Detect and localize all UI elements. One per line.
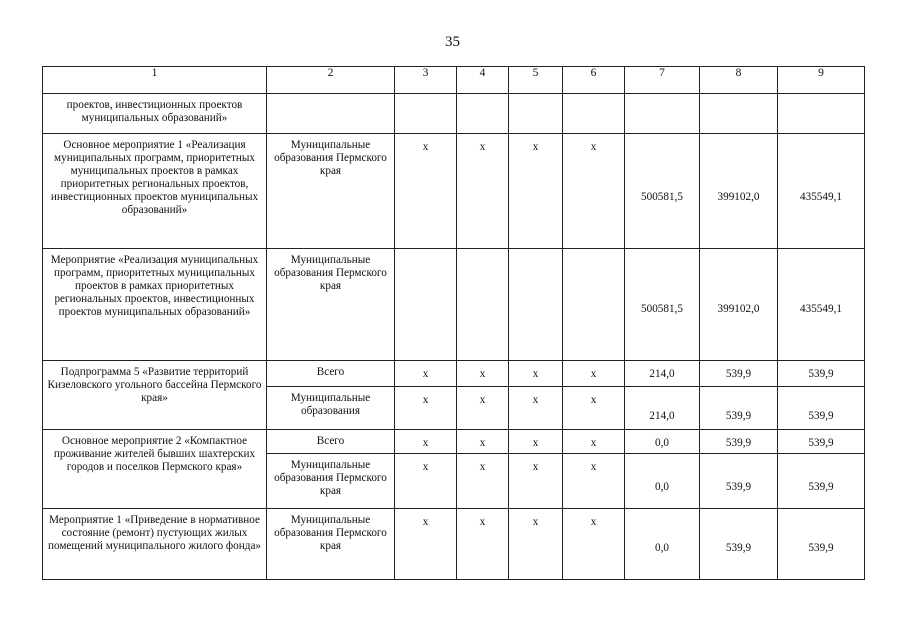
table-cell: x (395, 454, 457, 509)
header-cell: 3 (395, 67, 457, 94)
page-number: 35 (445, 34, 460, 50)
table-cell: x (563, 509, 625, 580)
executor-cell: Всего (267, 430, 395, 454)
header-cell: 6 (563, 67, 625, 94)
executor-cell: Муниципальные образования Пермского края (267, 454, 395, 509)
amount-cell: 539,9 (700, 430, 778, 454)
amount-cell: 539,9 (778, 509, 865, 580)
header-cell: 8 (700, 67, 778, 94)
table-cell (457, 249, 509, 361)
table-row (43, 509, 865, 580)
table-cell: x (509, 430, 563, 454)
executor-cell: Муниципальные образования Пермского края (267, 134, 395, 249)
table-cell: x (395, 430, 457, 454)
table-cell: x (563, 361, 625, 387)
amount-cell: 539,9 (700, 361, 778, 387)
amount-cell: 539,9 (778, 430, 865, 454)
amount-cell: 0,0 (625, 454, 700, 509)
table-cell: x (509, 134, 563, 249)
amount-cell: 435549,1 (778, 249, 865, 361)
header-cell: 4 (457, 67, 509, 94)
amount-cell: 539,9 (778, 387, 865, 430)
program-name-cell: Мероприятие 1 «Приведение в нормативное состояние (ремонт) пустующих жилых помещений муниципального жилого фонда» (43, 509, 267, 580)
table-row (43, 94, 865, 134)
table-cell: x (563, 454, 625, 509)
amount-cell: 435549,1 (778, 134, 865, 249)
table-row (43, 361, 865, 387)
table-cell (457, 94, 509, 134)
amount-cell: 539,9 (700, 387, 778, 430)
table-row (43, 249, 865, 361)
program-name-cell: Основное мероприятие 1 «Реализация муниципальных программ, приоритетных муниципальных проектов в рамках приоритетных региональных проектов, инвестиционных проектов муниципальных образований» (43, 134, 267, 249)
table-cell: x (395, 387, 457, 430)
header-cell: 9 (778, 67, 865, 94)
table-cell: x (457, 430, 509, 454)
table-cell (395, 94, 457, 134)
executor-cell: Муниципальные образования Пермского края (267, 509, 395, 580)
table-cell: x (509, 387, 563, 430)
amount-cell: 214,0 (625, 387, 700, 430)
amount-cell: 0,0 (625, 509, 700, 580)
table-cell: x (563, 387, 625, 430)
table-cell: x (395, 509, 457, 580)
header-cell: 2 (267, 67, 395, 94)
table-cell (509, 94, 563, 134)
header-cell: 5 (509, 67, 563, 94)
table-cell: x (563, 134, 625, 249)
table-cell: x (395, 361, 457, 387)
executor-cell: Муниципальные образования Пермского края (267, 249, 395, 361)
amount-cell: 0,0 (625, 430, 700, 454)
table-cell (509, 249, 563, 361)
table-cell (563, 94, 625, 134)
table-cell: x (563, 430, 625, 454)
amount-cell: 500581,5 (625, 134, 700, 249)
executor-cell: Всего (267, 361, 395, 387)
amount-cell: 214,0 (625, 361, 700, 387)
table-cell: x (457, 387, 509, 430)
table-cell: x (395, 134, 457, 249)
amount-cell: 539,9 (700, 454, 778, 509)
amount-cell: 399102,0 (700, 249, 778, 361)
budget-table (42, 66, 865, 580)
executor-cell: Муниципальные образования (267, 387, 395, 430)
header-cell: 7 (625, 67, 700, 94)
table-row (43, 134, 865, 249)
amount-cell: 539,9 (778, 454, 865, 509)
table-cell: x (457, 361, 509, 387)
program-name-cell: Мероприятие «Реализация муниципальных программ, приоритетных муниципальных проектов в рамках приоритетных региональных проектов, инвестиционных проектов муниципальных образований» (43, 249, 267, 361)
amount-cell: 500581,5 (625, 249, 700, 361)
table-cell (395, 249, 457, 361)
table-cell (778, 94, 865, 134)
amount-cell: 399102,0 (700, 134, 778, 249)
table-cell (625, 94, 700, 134)
table-row (43, 430, 865, 454)
table-cell (563, 249, 625, 361)
header-row (43, 67, 865, 94)
table-cell: x (509, 361, 563, 387)
table-cell: x (509, 454, 563, 509)
amount-cell: 539,9 (778, 361, 865, 387)
program-name-cell: Основное мероприятие 2 «Компактное проживание жителей бывших шахтерских городов и поселков Пермского края» (43, 430, 267, 509)
table-cell: x (509, 509, 563, 580)
table-cell (267, 94, 395, 134)
program-name-cell: проектов, инвестиционных проектов муниципальных образований» (43, 94, 267, 134)
header-cell: 1 (43, 67, 267, 94)
amount-cell: 539,9 (700, 509, 778, 580)
table-cell: x (457, 134, 509, 249)
table-cell: x (457, 454, 509, 509)
table-cell (700, 94, 778, 134)
table-cell: x (457, 509, 509, 580)
program-name-cell: Подпрограмма 5 «Развитие территорий Кизеловского угольного бассейна Пермского края» (43, 361, 267, 430)
